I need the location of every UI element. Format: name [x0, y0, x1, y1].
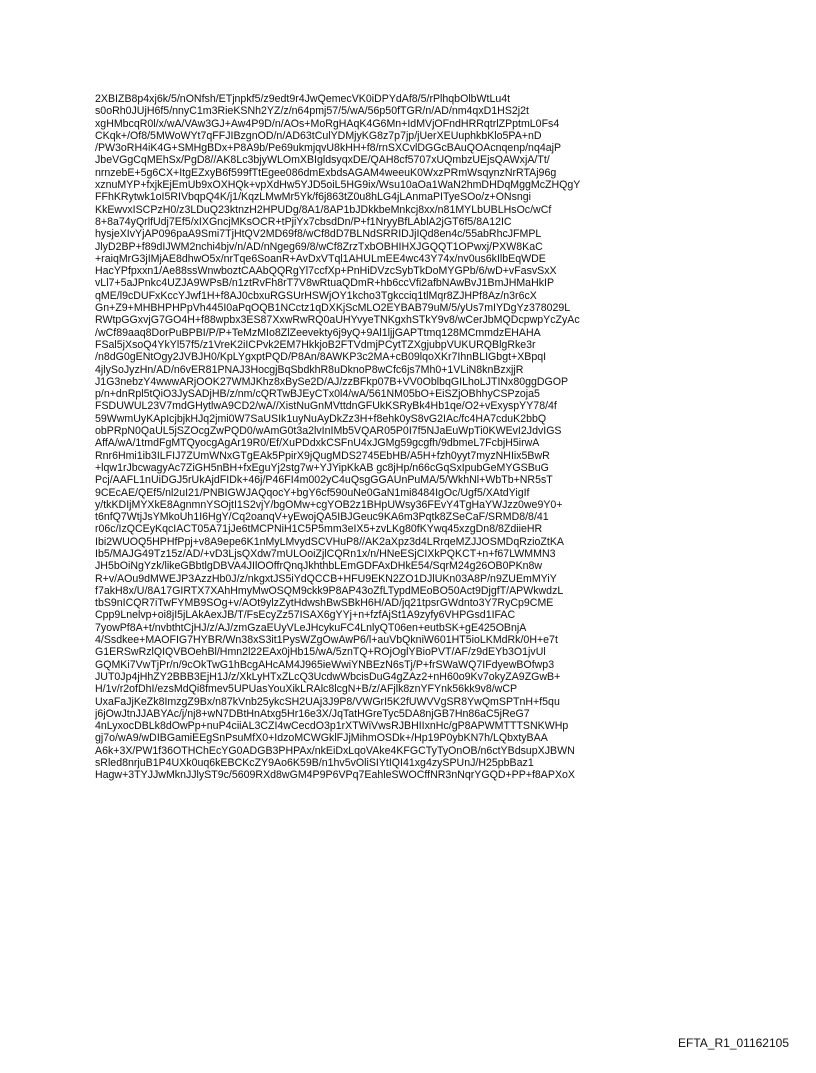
text-line: 4/Ssdkee+MAOFIG7HYBR/Wn38xS3it1PysWZgOwAwP6/l+auVbQkniW601HT5ioLKMdRk/0H+e7t [95, 634, 558, 647]
text-line: xgHMbcqR0l/x/wA/VAw3GJ+Aw4P9D/n/AOs+MoRgHAqK4G6Mn+IdMVjOFndHRRqtrlZPptmL0Fs4 [95, 117, 560, 130]
text-line: RWtpGGxvjG7GO4H+f88wpbx3ES87XxwRwRQ0aUHYvyeTNKgxhSTkY9v8/wCerJbMQDcpwpYcZyAc [95, 314, 580, 327]
text-line: j6jOwJtnJJABYAc/j/nj8+wN7DBtHnAtxg5Hr16e3X/JqTatHGreTyc5DA8njGB7Hn86aC5jReG7 [95, 707, 530, 720]
text-line: J1G3nebzY4wwwARjOOK27WMJKhz8xBySe2D/AJ/zzBFkp07B+VV0OblbqGILhoLJTINx80ggDGOP [95, 375, 569, 388]
text-line: Ibi2WUOQ5HPHfPpj+v8A9epe6K1nMyLMvydSCVHuP8//AK2aXpz3d4LRrqeMZJJOSMDqRzioZtKA [95, 535, 564, 548]
text-line: nrnzebE+5g6CX+ItgEZxyB6f599fTtEgee086dmExbdsAGAM4weeuK0WxzPRmWsqynzNrRTAj96g [95, 166, 557, 179]
text-line: Cpp9Lnelvp+oi8jI5jLAkAexJB/T/FsEcyZz57ISAX6gYYj+n+fzfAjSt1A9zyfy6VHPGsd1IFAC [95, 609, 516, 622]
text-line: JUT0Jp4jHhZY2BBB3EjH1J/z/XkLyHTxZLcQ3UcdwWbcisDuG4gZAz2+nH60o9Kv7okyZA9ZGwB+ [95, 670, 561, 683]
text-line: R+v/AOu9dMWEJP3AzzHb0J/z/nkgxtJS5iYdQCCB+HFU9EKN2ZO1DJlUKn03A8P/n9ZUEmMYiY [95, 572, 557, 585]
text-line: obPRpN0QaUL5jSZOcgZwPQD0/wAmG0t3a2lvInIMb5VQAR05P0I7f5NJaEuWpTi0KWEvI2JdvIGS [95, 425, 562, 438]
text-line: Gn+Z9+MHBHPHPpVh445I0aPqOQB1NCctz1qDXKjScMLO2EYBAB79uM/5/yUs7mIYDgYz378029L [95, 302, 571, 315]
text-line: sRled8nrjuB1P4UXk0uq6kEBCKcZY9Ao6K59B/n1hv5vOliSIYtIQI41xg4zySPUnJ/H25pbBaz1 [95, 757, 534, 770]
text-line: Pcj/AAFL1nUiDGJ5rUkAjdFIDk+46j/P46FI4m002yC4uQsgGGAUnPuMA/5/WkhNl+WbTb+NR5sT [95, 474, 553, 487]
text-line: CKqk+/Of8/5MWoWYt7qFFJIBzgnOD/n/AD63tCulYDMjyKG8z7p7jp/jUerXEUuphkbKlo5PA+nD [95, 129, 542, 142]
text-line: hysjeXIvYjAP096paA9Smi7TjHtQV2MD69f8/wCf8dD7BLNdSRRIDJjIQd8en4c/55abRhcJFMPL [95, 228, 542, 241]
text-line: JbeVGgCqMEhSx/PgD8//AK8Lc3bjyWLOmXBIgldsyqxDE/QAH8cf5707xUQmbzUEjsQAWxjA/Tt/ [95, 154, 550, 167]
text-line: /n8dG0gENtOgy2JVBJH0/KpLYgxptPQD/P8An/8AWKP3c2MA+cB09lqoXKr7IhnBLIGbgt+XBpqI [95, 351, 547, 364]
text-line: vLl7+5aJPnkc4UZJA9WPsB/n1ztRvFh8rT7V8wRtuaQDmR+hb6ccVfi2afbNAwBvJ1BmJHMaHkIP [95, 277, 555, 290]
text-line: tbS9nICQR7iTwFYMB9SOg+v/AOt9ylzZytHdwshBwSBkH6H/AD/jq21tpsrGWdnto3Y7RyCp9CME [95, 597, 554, 610]
text-line: 4nLyxocDBLk8dOwPp+nuP4ciiAL3CZI4wCecdO3p1rXTWiVwsRJBHIIxnHc/gP8APWMTTTSNKWHp [95, 720, 569, 733]
text-line: gj7o/wA9/wDIBGamiEEgSnPsuMfX0+IdzoMCWGklFJjMihmOSDk+/Hp19P0ybKN7h/LQbxtyBAA [95, 732, 548, 745]
text-line: Rnr6Hmi1ib3ILFIJ7ZUmWNxGTgEAk5PpirX9jQugMDS2745EbHB/A5H+fzh0yyt7myzNHIix5BwR [95, 449, 550, 462]
text-line: GQMKi7VwTjPr/n/9cOkTwG1hBcgAHcAM4J965ieWwiYNBEzN6sTj/P+frSWaWQ7IFdyewBOfwp3 [95, 658, 555, 671]
text-line: G1ERSwRzlQIQVBOehBl/Hmn2l22EAx0jHb15/wA/5znTQ+ROjOglYBioPVT/AF/z9dEYb3O1jvUl [95, 646, 546, 659]
text-line: qME/l9cDUFxKccYJwf1H+f8AJ0cbxuRGSUrHSWjOY1kcho3Tgkcciq1tlMqr8ZJHPf8Az/n3r6cX [95, 289, 537, 302]
text-line: JH5bOiNgYzk/likeGBbtlgDBVA4JIlOOffrQnqJkhthbLEmGDFAxDHkE54/SqrM24g26OB0PKn8w [95, 560, 543, 573]
text-line: 9CEcAE/QEf5/nl2uI21/PNBIGWJAQqocY+bgY6cf590uNe0GaN1mi8484IgOc/Ugf5/XAtdYigIf [95, 486, 530, 499]
encoded-text-block [95, 93, 800, 782]
text-line: UxaFaJjKeZk8ImzgZ9Bx/n87kVnb25ykcSH2UAj3J9P8/VWGrI5K2fUWVVgSR8YwQmSPTnH+f5qu [95, 695, 560, 708]
text-line: A6k+3X/PW1f36OTHChEcYG0ADGB3PHPAx/nkEiDxLqoVAke4KFGCTyTyOnOB/n6ctYBdsupXJBWN [95, 744, 575, 757]
text-line: HacYPfpxxn1/Ae88ssWnwboztCAAbQQRgYl7ccfXp+PnHiDVzcSybTkDoMYGPb/6/wD+vFasvSxX [95, 265, 557, 278]
text-line: FFhKRytwk1oI5RIVbqpQ4K/j1/KqzLMwMr5Yk/f6j863tZ0u8hLG4jLAnmaPITyeSOo/z+ONsngi [95, 191, 532, 204]
text-line: H/1v/r2ofDhI/ezsMdQi8fmev5UPUasYouXikLRAlc8lcgN+B/z/AFjlk8znYFYnk56kk9v8/wCP [95, 683, 518, 696]
text-line: 4jlySoJyzHn/AD/n6vER81PNAJ3HocgjBqSbdkhR8uDknoP8wCfc6js7Mh0+1VLiN8knBzxjjR [95, 363, 524, 376]
text-line: /PW3oRH4iK4G+SMHgBDx+P8A9b/Pe69ukmjqvU8kHH+f8/rnSXCvlDGGcBAuQOAcnqenp/nq4ajP [95, 142, 562, 155]
text-line: xznuMYP+fxjkEjEmUb9xOXHQk+vpXdHw5YJD5oiL5HG9ix/Wsu10aOa1WaN2hmDHDqMggMcZHQgY [95, 179, 581, 192]
text-line: 7yowPf8A+t/nvbthtCjHJ/z/AJ/zmGzaEUyVLeJHcykuFC4LnlyQT06en+eutbSK+gE425OBnjA [95, 621, 527, 634]
text-line: AffA/wA/1tmdFgMTQyocgAgAr19R0/Ef/XuPDdxkCSFnU4xJGMg59gcgfh/9dbmeL7FcbjH5irwA [95, 437, 540, 450]
text-line: KkEwvxISCPzH0/z3LDuQ23ktnzH2HPUDg/8A1/8AP1bJDkkbeMnkcj8xx/n81MYLbUBLHsOc/wCf [95, 203, 552, 216]
text-line: t6nfQ7WtjJsYMkoUh1I6HgY/Cq2oanqV+yEwojQA5IBJGeuc9KA6m3Pqtk8ZSeCaF/SRMD8/8/41 [95, 511, 549, 524]
text-line: Ib5/MAJG49Tz15z/AD/+vD3LjsQXdw7mULOoiZjlCQRn1x/n/HNeESjCIXkPQKCT+n+f67LWMMN3 [95, 547, 556, 560]
text-line: 2XBIZB8p4xj6k/5/nONfsh/ETjnpkf5/z9edt9r4JwQemecVK0iDPYdAf8/5/rPlhqbOlbWtLu4t [95, 93, 511, 105]
text-line: f7akH8x/U/8A17GIRTX7XAhHmyMwOSQM9ckk9P8AP43oZfLTypdMEoBO50Act9DjgfT/APWkwdzL [95, 584, 564, 597]
text-line: p/n+dnRpl5tQiO3JySADjHB/z/nm/cQRTwBJEyCTx0l4/wA/561NM05bO+EiSZjOBhhyCSPzoja5 [95, 388, 540, 401]
document-id-footer: EFTA_R1_01162105 [678, 1036, 789, 1050]
text-line: /wCf89aaq8DorPuBPBI/P/P+TeMzMIo8ZlZeevekty6j9yQ+9Al1ljjGAPTtmq128MCmmdzEHAHA [95, 326, 541, 339]
text-line: +raiqMrG3jIMjAE8dhwO5x/nrTqe6SoanR+AvDxVTql1AHULmEE4wc43Y74x/nv0us6kIlbEqWDE [95, 252, 546, 265]
text-line: r06c/IzQCEyKqcIACT05A71jJe6tMCPNiH1C5P5mm3eIX5+zvLKg80fKYwq45xzgDn8/8ZdiieHR [95, 523, 543, 536]
text-line: JlyD2BP+f89dIJWM2nchi4bjv/n/AD/nNgeg69/8/wCf8ZrzTxbOBHIHXJGQQT1OPwxj/PXW8KaC [95, 240, 543, 253]
text-line: y/tkKDIjMYXkE8AgnmnYSOjtI1S2vjY/bgOMw+cgYOB2z1BHpUWsy36FEvY4TgHaYWJzz0we9Y0+ [95, 498, 563, 511]
text-line: FSal5jXsoQ4YkYl57f5/z1VreK2iICPvk2EM7HkkjoB2FTVdmjPCytTZXgjubpVUKURQBlgRke3r [95, 338, 536, 351]
text-line: FSDUWUL23V7mdGHytlwA9CD2/wA//XistNuGnMVttdnGFUkKSRyBk4Hb1qe/O2+vExyspYY78/4f [95, 400, 557, 413]
text-line: s0oRh0JUjH6f5/nnyC1m3RieKSNh2YZ/z/n64pmj57/5/wA/56p50fTGR/n/AD/nm4qxD1HS2j2t [95, 105, 529, 118]
text-line: 59WwmUyKApIcjbjkHJq2jmi0W7SaUSIk1uyNuAyDkZz3H+f8ehk0yS8vG2IAc/fc4HA7cduK2bbQ [95, 412, 547, 425]
text-line: Hagw+3TYJJwMknJJlyST9c/5609RXd8wGM4P9P6VPq7EahleSWOCffNR3nNqrYGQD+PP+f8APXoX [95, 769, 575, 782]
text-line: 8+8a74yQrlfUdj7Ef5/xIXGncjMKsOCR+tPjiYx7cbsdDn/P+f1NryyBfLAblA2jGT6f5/8A12IC [95, 215, 512, 228]
text-line: +lqw1rJbcwagyAc7ZiGH5nBH+fxEguYj2stg7w+YJYipKkAB gc8jHp/n66cGqSxIpubGeMYGSBuG [95, 461, 549, 474]
